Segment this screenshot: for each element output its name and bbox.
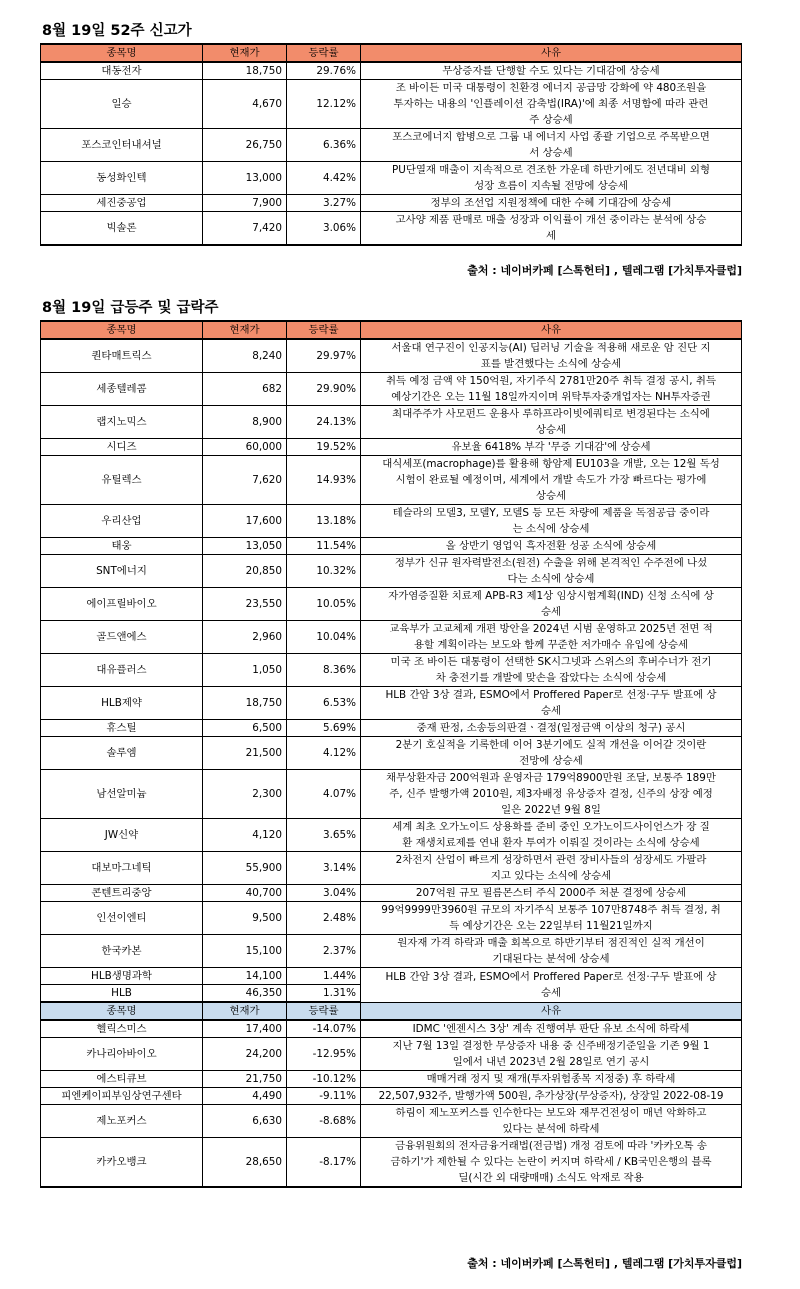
stock-name: 빅솔론 xyxy=(41,212,203,246)
stock-name: 포스코인터내셔널 xyxy=(41,129,203,162)
stock-reason: 자가염증질환 치료제 APB-R3 제1상 임상시험계획(IND) 신청 소식에 상 승세 xyxy=(361,588,742,621)
movers-table xyxy=(40,320,742,1188)
table-header-row xyxy=(41,44,742,62)
stock-change: 13.18% xyxy=(287,505,361,538)
stock-price: 17,400 xyxy=(203,1020,287,1038)
stock-change: 14.93% xyxy=(287,456,361,505)
stock-name: HLB제약 xyxy=(41,687,203,720)
table-row xyxy=(41,588,742,621)
table-row xyxy=(41,654,742,687)
stock-price: 682 xyxy=(203,373,287,406)
stock-reason: 2분기 호실적을 기록한데 이어 3분기에도 실적 개선을 이어갈 것이란 전망에 상승세 xyxy=(361,737,742,770)
stock-reason: 취득 예정 금액 약 150억원, 자기주식 2781만20주 취득 결정 공시, 취득 예상기간은 오는 11월 18일까지이며 위탁투자중개업자는 NH투자증권 xyxy=(361,373,742,406)
stock-name: 유틸렉스 xyxy=(41,456,203,505)
stock-reason: 테슬라의 모델3, 모델Y, 모델S 등 모든 차량에 제품을 독점공급 중이라 는 소식에 상승세 xyxy=(361,505,742,538)
stock-reason: 교육부가 고교체제 개편 방안을 2024년 시범 운영하고 2025년 전면 적 용할 계획이라는 보도와 함께 꾸준한 저가매수 유입에 상승세 xyxy=(361,621,742,654)
stock-name: 인선이엔티 xyxy=(41,902,203,935)
table-row xyxy=(41,456,742,505)
stock-name: 피엔케이피부임상연구센타 xyxy=(41,1088,203,1105)
stock-name: 우리산업 xyxy=(41,505,203,538)
stock-price: 1,050 xyxy=(203,654,287,687)
stock-reason: 서울대 연구진이 인공지능(AI) 딥러닝 기술을 적용해 새로운 암 진단 지 표를 발견했다는 소식에 상승세 xyxy=(361,339,742,373)
stock-change: -8.17% xyxy=(287,1138,361,1188)
stock-change: 5.69% xyxy=(287,720,361,737)
table-row xyxy=(41,1088,742,1105)
stock-name: 대동전자 xyxy=(41,62,203,80)
stock-name: 남선알미늄 xyxy=(41,770,203,819)
stock-reason: 중재 판정, 소송등의판결ㆍ결정(일정금액 이상의 청구) 공시 xyxy=(361,720,742,737)
stock-reason: 무상증자를 단행할 수도 있다는 기대감에 상승세 xyxy=(361,62,742,80)
table-row xyxy=(41,212,742,246)
stock-name: 세종텔레콤 xyxy=(41,373,203,406)
stock-name: SNT에너지 xyxy=(41,555,203,588)
table-row xyxy=(41,1138,742,1188)
stock-reason: 22,507,932주, 발행가액 500원, 추가상장(무상증자), 상장일 2022-08-19 xyxy=(361,1088,742,1105)
stock-change: 8.36% xyxy=(287,654,361,687)
stock-change: 11.54% xyxy=(287,538,361,555)
table-row xyxy=(41,819,742,852)
stock-name: JW신약 xyxy=(41,819,203,852)
stock-name: 대유플러스 xyxy=(41,654,203,687)
stock-change: 4.42% xyxy=(287,162,361,195)
stock-change: -10.12% xyxy=(287,1071,361,1088)
stock-reason: 고사양 제품 판매로 매출 성장과 이익률이 개선 중이라는 분석에 상승 세 xyxy=(361,212,742,246)
stock-reason: 조 바이든 미국 대통령이 친환경 에너지 공급망 강화에 약 480조원을 투자하는 내용의 '인플레이션 감축법(IRA)'에 최종 서명함에 따라 관련 주 상승세 xyxy=(361,80,742,129)
stock-reason: HLB 간암 3상 결과, ESMO에서 Proffered Paper로 선정·구두 발표에 상 승세 xyxy=(361,687,742,720)
stock-change: 3.04% xyxy=(287,885,361,902)
stock-name: 헬릭스미스 xyxy=(41,1020,203,1038)
stock-price: 40,700 xyxy=(203,885,287,902)
stock-change: 1.44% xyxy=(287,968,361,985)
stock-change: 24.13% xyxy=(287,406,361,439)
stock-name: 랩지노믹스 xyxy=(41,406,203,439)
header-price: 현재가 xyxy=(203,1002,287,1020)
stock-reason: 정부의 조선업 지원정책에 대한 수혜 기대감에 상승세 xyxy=(361,195,742,212)
stock-name: 에스티큐브 xyxy=(41,1071,203,1088)
stock-name: 태웅 xyxy=(41,538,203,555)
table-row xyxy=(41,902,742,935)
stock-reason: 매매거래 정지 및 재개(투자위험종목 지정중) 후 하락세 xyxy=(361,1071,742,1088)
stock-change: 10.32% xyxy=(287,555,361,588)
stock-price: 55,900 xyxy=(203,852,287,885)
stock-name: 솔루엠 xyxy=(41,737,203,770)
table-row xyxy=(41,1020,742,1038)
stock-price: 6,630 xyxy=(203,1105,287,1138)
stock-reason: IDMC '엔젠시스 3상' 계속 진행여부 판단 유보 소식에 하락세 xyxy=(361,1020,742,1038)
stock-change: 1.31% xyxy=(287,985,361,1003)
table-row xyxy=(41,737,742,770)
table-row xyxy=(41,968,742,985)
stock-price: 7,420 xyxy=(203,212,287,246)
stock-price: 23,550 xyxy=(203,588,287,621)
stock-price: 4,490 xyxy=(203,1088,287,1105)
stock-name: 일승 xyxy=(41,80,203,129)
stock-price: 14,100 xyxy=(203,968,287,985)
stock-change: 3.14% xyxy=(287,852,361,885)
header-name: 종목명 xyxy=(41,44,203,62)
stock-change: -9.11% xyxy=(287,1088,361,1105)
header-price: 현재가 xyxy=(203,44,287,62)
stock-reason: 지난 7월 13일 결정한 무상증자 내용 중 신주배정기준일을 기존 9월 1 일에서 내년 2023년 2월 28일로 연기 공시 xyxy=(361,1038,742,1071)
stock-price: 7,900 xyxy=(203,195,287,212)
table-row xyxy=(41,129,742,162)
stock-price: 4,670 xyxy=(203,80,287,129)
stock-price: 8,240 xyxy=(203,339,287,373)
stock-reason: 대식세포(macrophage)를 활용해 항암제 EU103을 개발, 오는 12월 독성 시험이 완료될 예정이며, 세계에서 개발 속도가 가장 빠르다는 평가에 상승세 xyxy=(361,456,742,505)
table-row xyxy=(41,80,742,129)
table-row xyxy=(41,162,742,195)
stock-reason: 207억원 규모 필름몬스터 주식 2000주 처분 결정에 상승세 xyxy=(361,885,742,902)
stock-change: 29.90% xyxy=(287,373,361,406)
stock-price: 21,750 xyxy=(203,1071,287,1088)
table-row xyxy=(41,935,742,968)
stock-name: 콘텐트리중앙 xyxy=(41,885,203,902)
stock-reason: 원자재 가격 하락과 매출 회복으로 하반기부터 점진적인 실적 개선이 기대된다는 분석에 상승세 xyxy=(361,935,742,968)
stock-name: 시디즈 xyxy=(41,439,203,456)
stock-change: 10.04% xyxy=(287,621,361,654)
table-row xyxy=(41,505,742,538)
stock-name: 카나리아바이오 xyxy=(41,1038,203,1071)
stock-change: 6.53% xyxy=(287,687,361,720)
table-row xyxy=(41,687,742,720)
stock-change: 2.48% xyxy=(287,902,361,935)
stock-name: 카카오뱅크 xyxy=(41,1138,203,1188)
stock-reason: 99억9999만3960원 규모의 자기주식 보통주 107만8748주 취득 결정, 취 득 예상기간은 오는 22일부터 11월21일까지 xyxy=(361,902,742,935)
stock-price: 13,050 xyxy=(203,538,287,555)
stock-price: 18,750 xyxy=(203,687,287,720)
table-row xyxy=(41,62,742,80)
stock-reason: 하림이 제노포커스를 인수한다는 보도와 재무건전성이 매년 악화하고 있다는 분석에 하락세 xyxy=(361,1105,742,1138)
table-row xyxy=(41,885,742,902)
table-row xyxy=(41,852,742,885)
stock-reason: PU단열재 매출이 지속적으로 견조한 가운데 하반기에도 전년대비 외형 성장 흐름이 지속될 전망에 상승세 xyxy=(361,162,742,195)
table-row xyxy=(41,195,742,212)
table-header-row-fallers xyxy=(41,1002,742,1020)
stock-change: 29.97% xyxy=(287,339,361,373)
table-header-row xyxy=(41,321,742,339)
stock-change: 29.76% xyxy=(287,62,361,80)
stock-name: 세진중공업 xyxy=(41,195,203,212)
stock-reason: 정부가 신규 원자력발전소(원전) 수출을 위해 본격적인 수주전에 나섰 다는 소식에 상승세 xyxy=(361,555,742,588)
header-change: 등락률 xyxy=(287,44,361,62)
stock-price: 9,500 xyxy=(203,902,287,935)
stock-price: 46,350 xyxy=(203,985,287,1003)
stock-price: 60,000 xyxy=(203,439,287,456)
source-note: 출처 : 네이버카페 [스톡헌터] , 텔레그램 [가치투자클럽] xyxy=(467,264,742,277)
stock-reason: 2차전지 산업이 빠르게 성장하면서 관련 장비사들의 성장세도 가팔라 지고 있다는 소식에 상승세 xyxy=(361,852,742,885)
header-change: 등락률 xyxy=(287,1002,361,1020)
header-reason: 사유 xyxy=(361,1002,742,1020)
stock-change: 3.06% xyxy=(287,212,361,246)
table-row xyxy=(41,373,742,406)
stock-price: 4,120 xyxy=(203,819,287,852)
stock-change: -8.68% xyxy=(287,1105,361,1138)
table-row xyxy=(41,1105,742,1138)
stock-price: 13,000 xyxy=(203,162,287,195)
stock-change: -14.07% xyxy=(287,1020,361,1038)
stock-reason: 세계 최초 오가노이드 상용화를 준비 중인 오가노이드사이언스가 장 질 환 재생치료제를 연내 환자 투여가 이뤄질 것이라는 소식에 상승세 xyxy=(361,819,742,852)
table-row xyxy=(41,538,742,555)
table-row xyxy=(41,621,742,654)
table-row xyxy=(41,770,742,819)
stock-price: 8,900 xyxy=(203,406,287,439)
stock-name: HLB생명과학 xyxy=(41,968,203,985)
stock-change: 2.37% xyxy=(287,935,361,968)
stock-price: 18,750 xyxy=(203,62,287,80)
stock-name: HLB xyxy=(41,985,203,1003)
stock-reason: 최대주주가 사모펀드 운용사 루하프라이빗에쿼티로 변경된다는 소식에 상승세 xyxy=(361,406,742,439)
table-row xyxy=(41,406,742,439)
stock-price: 26,750 xyxy=(203,129,287,162)
stock-reason: 채무상환자금 200억원과 운영자금 179억8900만원 조달, 보통주 189만 주, 신주 발행가액 2010원, 제3자배정 유상증자 결정, 신주의 상장 예정 일은 2022년 9월 8일 xyxy=(361,770,742,819)
stock-reason: HLB 간암 3상 결과, ESMO에서 Proffered Paper로 선정·구두 발표에 상 승세 xyxy=(361,968,742,1003)
stock-name: 한국카본 xyxy=(41,935,203,968)
table-row xyxy=(41,1038,742,1071)
header-name: 종목명 xyxy=(41,321,203,339)
stock-change: 12.12% xyxy=(287,80,361,129)
stock-price: 20,850 xyxy=(203,555,287,588)
stock-change: 3.65% xyxy=(287,819,361,852)
stock-reason: 포스코에너지 합병으로 그룹 내 에너지 사업 종괄 기업으로 주목받으면 서 상승세 xyxy=(361,129,742,162)
stock-price: 2,300 xyxy=(203,770,287,819)
stock-name: 휴스틸 xyxy=(41,720,203,737)
stock-price: 6,500 xyxy=(203,720,287,737)
stock-name: 동성화인텍 xyxy=(41,162,203,195)
stock-reason: 미국 조 바이든 대통령이 선택한 SK시그넷과 스위스의 후버수너가 전기 차 충전기를 개발에 맞손을 잡았다는 소식에 상승세 xyxy=(361,654,742,687)
stock-reason: 금융위원회의 전자금융거래법(전금법) 개정 검토에 따라 '카카오톡 송 금하기'가 제한될 수 있다는 논란이 커지며 하락세 / KB국민은행의 블록 딜(시간 외 대량매매) 소식도 악재로 작용 xyxy=(361,1138,742,1188)
header-reason: 사유 xyxy=(361,44,742,62)
stock-change: 10.05% xyxy=(287,588,361,621)
table-row xyxy=(41,339,742,373)
stock-change: 4.12% xyxy=(287,737,361,770)
stock-price: 2,960 xyxy=(203,621,287,654)
new-high-table xyxy=(40,43,742,246)
table-row xyxy=(41,1071,742,1088)
stock-price: 7,620 xyxy=(203,456,287,505)
table-row xyxy=(41,720,742,737)
stock-name: 퀀타매트릭스 xyxy=(41,339,203,373)
header-name: 종목명 xyxy=(41,1002,203,1020)
stock-price: 21,500 xyxy=(203,737,287,770)
source-note: 출처 : 네이버카페 [스톡헌터] , 텔레그램 [가치투자클럽] xyxy=(467,1257,742,1270)
stock-change: 19.52% xyxy=(287,439,361,456)
header-reason: 사유 xyxy=(361,321,742,339)
stock-change: 4.07% xyxy=(287,770,361,819)
stock-reason: 올 상반기 영업익 흑자전환 성공 소식에 상승세 xyxy=(361,538,742,555)
stock-price: 28,650 xyxy=(203,1138,287,1188)
stock-price: 15,100 xyxy=(203,935,287,968)
table-row xyxy=(41,439,742,456)
stock-price: 24,200 xyxy=(203,1038,287,1071)
stock-change: 6.36% xyxy=(287,129,361,162)
stock-name: 골드앤에스 xyxy=(41,621,203,654)
stock-price: 17,600 xyxy=(203,505,287,538)
header-change: 등락률 xyxy=(287,321,361,339)
stock-name: 대보마그네틱 xyxy=(41,852,203,885)
header-price: 현재가 xyxy=(203,321,287,339)
stock-name: 제노포커스 xyxy=(41,1105,203,1138)
table2-title: 8월 19일 급등주 및 급락주 xyxy=(42,300,219,316)
table-row xyxy=(41,555,742,588)
stock-change: -12.95% xyxy=(287,1038,361,1071)
table1-title: 8월 19일 52주 신고가 xyxy=(42,23,192,39)
stock-change: 3.27% xyxy=(287,195,361,212)
stock-name: 에이프릴바이오 xyxy=(41,588,203,621)
stock-reason: 유보율 6418% 부각 '무증 기대감'에 상승세 xyxy=(361,439,742,456)
